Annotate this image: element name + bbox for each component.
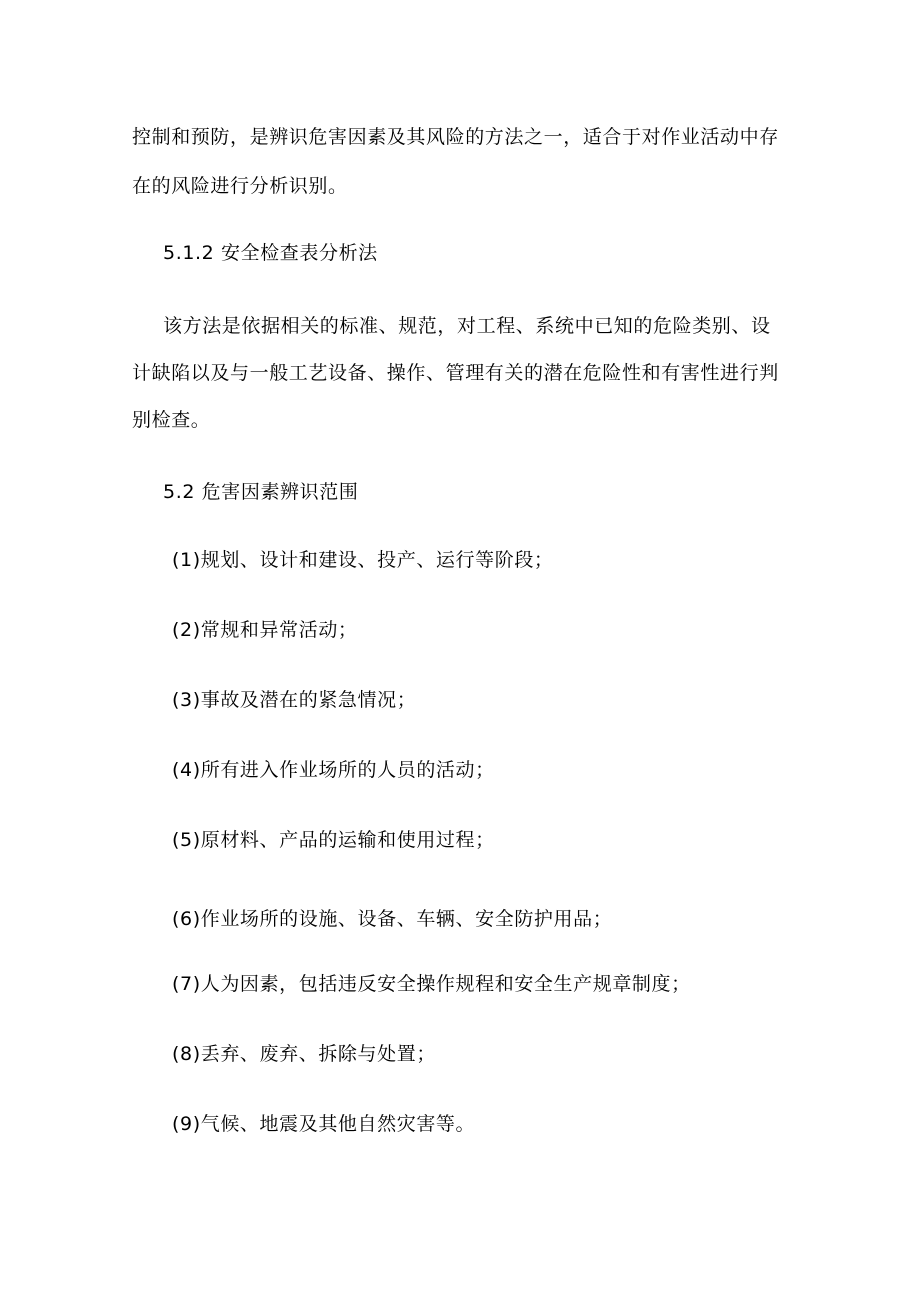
list-item: (5)原材料、产品的运输和使用过程； <box>172 829 495 851</box>
list-item: (2)常规和异常活动； <box>172 619 358 641</box>
list-item: (7)人为因素，包括违反安全操作规程和安全生产规章制度； <box>172 973 691 995</box>
section-5-1-2-paragraph-line-3: 别检查。 <box>132 409 211 431</box>
list-item: (8)丢弃、废弃、拆除与处置； <box>172 1043 436 1065</box>
section-5-1-2-paragraph-line-1: 该方法是依据相关的标准、规范，对工程、系统中已知的危险类别、设 <box>163 315 771 337</box>
list-item: (1)规划、设计和建设、投产、运行等阶段； <box>172 549 554 571</box>
intro-text-line-1: 控制和预防，是辨识危害因素及其风险的方法之一，适合于对作业活动中存 <box>132 126 779 148</box>
list-item: (3)事故及潜在的紧急情况； <box>172 689 417 711</box>
section-heading-5-2: 5.2 危害因素辨识范围 <box>163 481 359 503</box>
intro-text-line-2: 在的风险进行分析识别。 <box>132 175 348 197</box>
section-5-1-2-paragraph-line-2: 计缺陷以及与一般工艺设备、操作、管理有关的潜在危险性和有害性进行判 <box>132 362 779 384</box>
list-item: (9)气候、地震及其他自然灾害等。 <box>172 1113 476 1135</box>
list-item: (6)作业场所的设施、设备、车辆、安全防护用品； <box>172 908 613 930</box>
list-item: (4)所有进入作业场所的人员的活动； <box>172 759 495 781</box>
section-heading-5-1-2: 5.1.2 安全检查表分析法 <box>163 242 378 264</box>
